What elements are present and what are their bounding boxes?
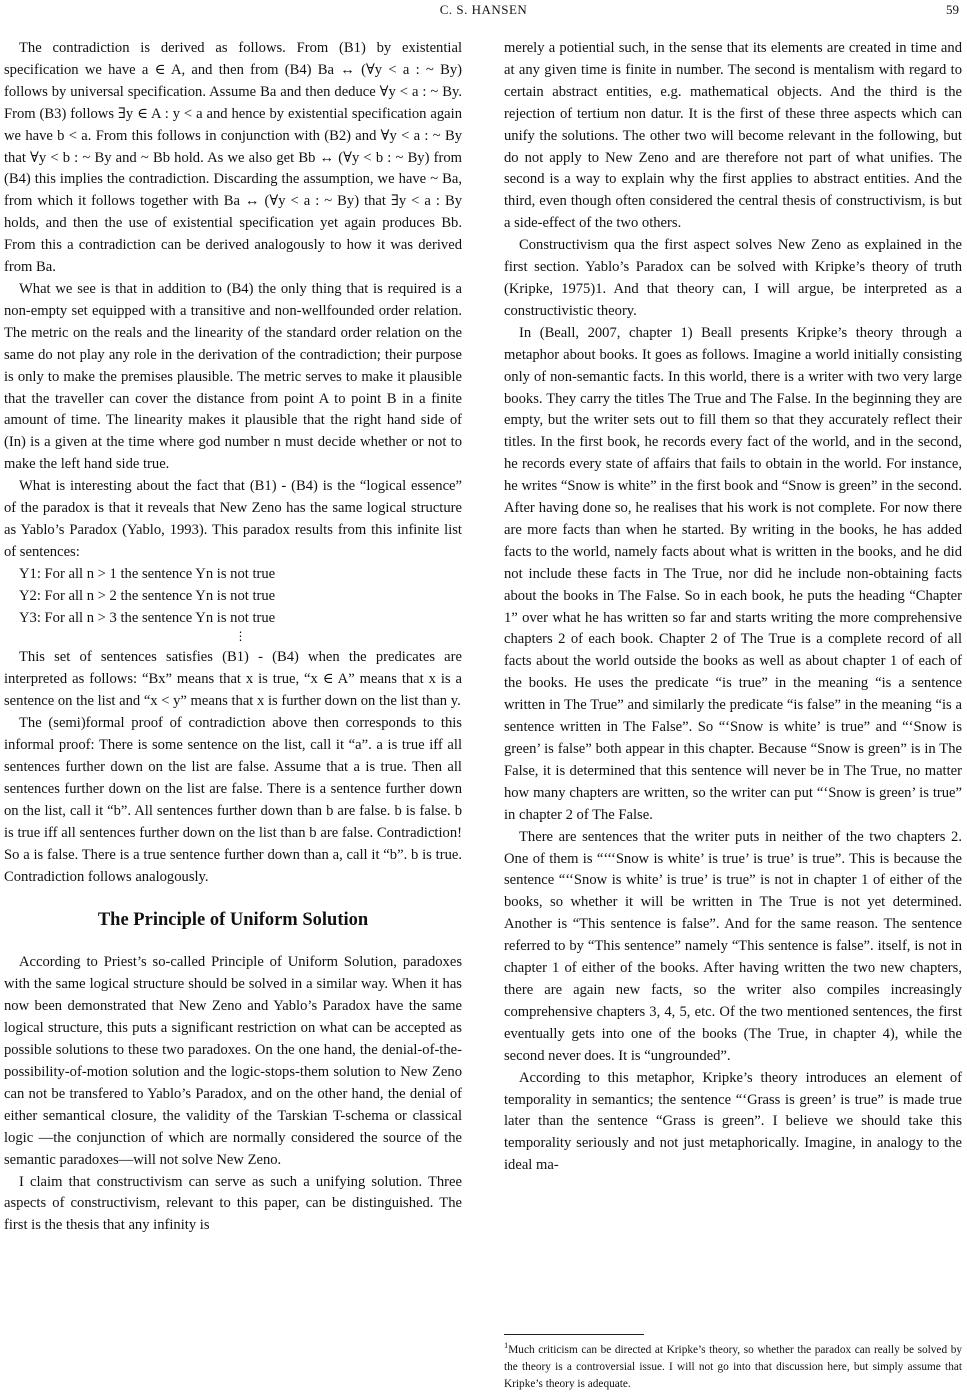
page-header [0, 2, 967, 24]
list-item: Y3: For all n > 3 the sentence Yn is not true [19, 609, 276, 626]
footnote-text: Much criticism can be directed at Kripke’s theory, so whether the paradox can really be solved by the theory is a controversial issue. I will not go into that discussion here, but simply assume that Kripke’s theory is adequate. [504, 1344, 962, 1390]
paragraph: I claim that constructivism can serve as such a unifying solution. Three aspects of constructivism, relevant to this paper, can be distinguished. The first is the thesis that any infinity is [4, 1173, 462, 1234]
paragraph: merely a potiential such, in the sense that its elements are created in time and at any given time is finite in number. The second is mentalism with regard to certain abstract entities, e.g. mathematical objects. And the third is the rejection of tertium non datur. It is the first of these three aspects which can unify the solutions. The other two will become relevant in the following, but do not apply to New Zeno and are therefore not part of what unifies. The second is a way to explain why the first applies to abstract entities. And the third, even though often considered the central thesis of constructivism, is but a side-effect of the two others. [504, 40, 962, 232]
paragraph: What we see is that in addition to (B4) the only thing that is required is a non-empty set equipped with a transitive and non-wellfounded order relation. The metric on the reals and the linearity of the standard order relation on the same do not play any role in the derivation of the contradiction; their purpose is only to make the premises plausible. The metric serves to make it plausible that the traveller can cover the distance from point A to point B in a finite amount of time. The linearity makes it plausible that the right hand side of (In) is a given at the time where god number n must decide whether or not to make the left hand side true. [4, 280, 462, 473]
footnote-marker: 1 [504, 1340, 509, 1351]
paragraph: There are sentences that the writer puts in neither of the two chapters 2. One of them is “‘‘‘Snow is white’ is true’ is true’ is true”. This is because the sentence “‘‘Snow is white’ is true’ is true” is not in chapter 1 of either of the books, so whether it will be written in The True is not yet determined. Another is “This sentence is false”. And for the same reason. The sentence referred to by “This sentence” namely “This sentence is false”. itself, is not in chapter 1 of either of the books. After having written the two new chapters, there are again new facts, so the writer also compiles increasingly comprehensive chapters 3, 4, 5, etc. Of the two mentioned sentences, the first eventually gets into one of the books (The True, in chapter 4), while the second never does. It is “ungrounded”. [504, 828, 962, 1064]
paragraph: What is interesting about the fact that (B1) - (B4) is the “logical essence” of the paradox is that it reveals that New Zeno has the same logical structure as Yablo’s Paradox (Yablo, 1993). This paradox results from this infinite list of sentences: [4, 478, 462, 560]
footnote [504, 1342, 962, 1393]
paragraph: In (Beall, 2007, chapter 1) Beall presents Kripke’s theory through a metaphor about books. It goes as follows. Imagine a world initially consisting only of non-semantic facts. In this world, there is a writer with two very large books. They carry the titles The True and The False. In the beginning they are empty, but the writer sets out to fill them so that they accurately reflect their titles. In the first book, he records every fact of the world, and in the second, he records every state of affairs that fails to obtain in the world. For instance, he writes “Snow is white” in the first book and “Snow is green” in the second. After having done so, he realises that his work is not complete. For now there are more facts than when he started. By writing in the books, he has added facts to the world, namely facts about what is written in the books, and he did not include these facts in The True, nor did he include non-obtaining facts about the books in The False. So in each book, he puts the heading “Chapter 1” over what he has written so far and starts writing the more comprehensive chapters 2 of each book. Chapter 2 of The True is a complete record of all facts about the world outside the books as well as about chapter 1 of each of the books. He uses the predicate “is true” in the meaning “is a sentence written in The True” and similarly the predicate “is false” in the meaning “is a sentence written in The False”. So “‘Snow is white’ is true” and “‘Snow is green’ is false” both appear in this chapter. Because “Snow is green” is in The False, it is determined that this sentence will never be in The True, no matter how many chapters are written, so the writer can put “‘Snow is green’ is true” in chapter 2 of The False. [504, 324, 962, 823]
vertical-ellipsis: ⋮ [234, 629, 247, 644]
list-item: Y2: For all n > 2 the sentence Yn is not true [19, 587, 276, 604]
section-heading: The Principle of Uniform Solution [97, 910, 369, 931]
running-head: C. S. HANSEN [439, 2, 528, 17]
paragraph: This set of sentences satisfies (B1) - (B4) when the predicates are interpreted as follows: “Bx” means that x is true, “x ∈ A” means that x is a sentence on the list and “x < y” means that x is further down on the list than y. [4, 649, 462, 710]
paragraph: The contradiction is derived as follows. From (B1) by existential specification we have a ∈ A, and then from (B4) Ba ↔ (∀y < a : ~ By) follows by universal specification. Assume Ba and then deduce ∀y < a : ~ By. From (B3) follows ∃y ∈ A : y < a and hence by existential specification again we have b < a. From this follows in conjunction with (B2) and ∀y < a : ~ By that ∀y < b : ~ By and ~ Bb hold. As we also get Bb ↔ (∀y < b : ~ By) from (B4) this implies the contradiction. Discarding the assumption, we have ~ Ba, from which it follows together with Ba ↔ (∀y < a : ~ By) that ∃y < a : By holds, and then the use of existential specification yet again produces Bb. From this a contradiction can be derived analogously to how it was derived from Ba. [4, 40, 462, 276]
paragraph: According to Priest’s so-called Principle of Uniform Solution, paradoxes with the same logical structure should be solved in a similar way. When it has now been demonstrated that New Zeno and Yablo’s Paradox have the same logical structure, this puts a significant restriction on what can be accepted as possible solutions to these two paradoxes. On the one hand, the denial-of-the-possibility-of-motion solution and the logic-stops-them solution to New Zeno can not be transfered to Yablo’s Paradox, and on the other hand, the denial of either semantical closure, the validity of the Tarskian T-schema or classical logic —the conjunction of which are normally considered the source of the semantic paradoxes—will not solve New Zeno. [4, 954, 462, 1168]
list-item: Y1: For all n > 1 the sentence Yn is not true [19, 565, 276, 582]
paragraph: According to this metaphor, Kripke’s theory introduces an element of temporality in semantics; the sentence “‘Grass is green’ is true” is made true later than the sentence “Grass is green”. I believe we should take this temporality seriously and not just metaphorically. Imagine, in analogy to the ideal ma- [504, 1069, 962, 1174]
footnote-rule [504, 1334, 644, 1335]
sentence-list [4, 564, 462, 648]
paragraph: The (semi)formal proof of contradiction above then corresponds to this informal proof: There is some sentence on the list, call it “a”. a is true iff all sentences further down on the list are false. Assume that a is true. Then all sentences further down on the list are false. There is a sentence further down on the list, call it “b”. All sentences further down than b are false. b is false. b is true iff all sentences further down on the list than b are false. Contradiction! So a is false. There is a true sentence further down than a, call it “b”. b is true. Contradiction follows analogously. [4, 715, 462, 885]
right-column [504, 38, 962, 1177]
left-column [4, 38, 462, 1237]
paragraph: Constructivism qua the first aspect solves New Zeno as explained in the first section. Yablo’s Paradox can be solved with Kripke’s theory of truth (Kripke, 1975)1. And that theory can, I will argue, be interpreted as a constructivistic theory. [504, 237, 962, 319]
page-number: 59 [946, 2, 959, 17]
